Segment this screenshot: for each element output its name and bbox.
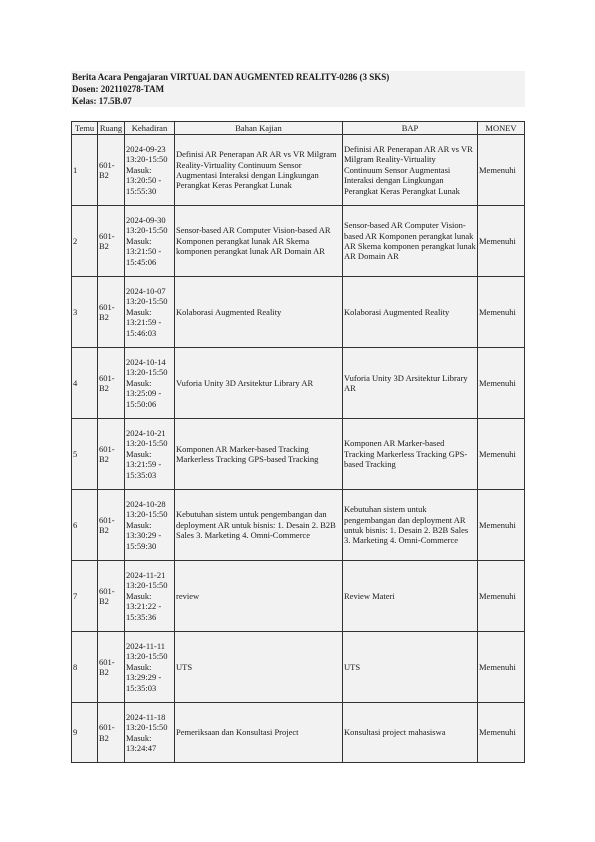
table-row xyxy=(72,561,525,632)
temu-cell: 8 xyxy=(72,632,98,703)
attendance-checkin: Masuk: 13:21:22 - 15:35:36 xyxy=(126,590,162,622)
attendance-checkin: Masuk: 13:21:59 - 15:46:03 xyxy=(126,306,162,338)
monev-cell: Memenuhi xyxy=(478,490,525,561)
temu-cell: 5 xyxy=(72,419,98,490)
teaching-record-table xyxy=(71,121,525,763)
lecturer-id: Dosen: 202110278-TAM xyxy=(72,84,165,94)
column-header-kehadiran: Kehadiran xyxy=(125,122,175,135)
attendance-schedule: 13:20-15:50 xyxy=(126,438,168,449)
table-row xyxy=(72,277,525,348)
attendance-checkin: Masuk: 13:29:29 - 15:35:03 xyxy=(126,661,162,693)
document-header xyxy=(71,71,525,107)
bap-cell: Definisi AR Penerapan AR AR vs VR Milgram Reality-Virtuality Continuum Sensor Augmentasi Interaksi dengan Lingkungan Perangkat Keras Perangkat Lunak xyxy=(343,135,478,206)
temu-cell: 4 xyxy=(72,348,98,419)
temu-cell: 6 xyxy=(72,490,98,561)
attendance-checkin: Masuk: 13:20:50 - 15:55:30 xyxy=(126,164,162,196)
kehadiran-cell xyxy=(125,206,175,277)
monev-cell: Memenuhi xyxy=(478,277,525,348)
attendance-checkin: Masuk: 13:24:47 xyxy=(126,732,157,753)
bap-cell: Kolaborasi Augmented Reality xyxy=(343,277,478,348)
table-row xyxy=(72,348,525,419)
kehadiran-cell xyxy=(125,277,175,348)
monev-cell: Memenuhi xyxy=(478,703,525,763)
attendance-date: 2024-09-23 xyxy=(126,143,166,154)
attendance-schedule: 13:20-15:50 xyxy=(126,580,168,591)
attendance-date: 2024-10-14 xyxy=(126,356,166,367)
bap-cell: Komponen AR Marker-based Tracking Markerless Tracking GPS-based Tracking xyxy=(343,419,478,490)
attendance-schedule: 13:20-15:50 xyxy=(126,296,168,307)
kehadiran-cell xyxy=(125,490,175,561)
table-row xyxy=(72,632,525,703)
ruang-cell: 601-B2 xyxy=(98,206,125,277)
column-header-temu: Temu xyxy=(72,122,98,135)
temu-cell: 2 xyxy=(72,206,98,277)
monev-cell: Memenuhi xyxy=(478,135,525,206)
kehadiran-cell xyxy=(125,135,175,206)
attendance-date: 2024-09-30 xyxy=(126,214,166,225)
table-row xyxy=(72,206,525,277)
ruang-cell: 601-B2 xyxy=(98,135,125,206)
temu-cell: 7 xyxy=(72,561,98,632)
bahan-kajian-cell: Kolaborasi Augmented Reality xyxy=(175,277,343,348)
bap-cell: Sensor-based AR Computer Vision-based AR Komponen perangkat lunak AR Skema komponen perangkat lunak AR Domain AR xyxy=(343,206,478,277)
bahan-kajian-cell: Pemeriksaan dan Konsultasi Project xyxy=(175,703,343,763)
temu-cell: 9 xyxy=(72,703,98,763)
document-title: Berita Acara Pengajaran VIRTUAL DAN AUGMENTED REALITY-0286 (3 SKS) xyxy=(72,72,390,82)
attendance-date: 2024-11-21 xyxy=(126,569,166,580)
table-row xyxy=(72,703,525,763)
monev-cell: Memenuhi xyxy=(478,348,525,419)
ruang-cell: 601-B2 xyxy=(98,561,125,632)
attendance-date: 2024-10-21 xyxy=(126,427,166,438)
kehadiran-cell xyxy=(125,561,175,632)
monev-cell: Memenuhi xyxy=(478,561,525,632)
bahan-kajian-cell: Sensor-based AR Computer Vision-based AR Komponen perangkat lunak AR Skema komponen perangkat lunak AR Domain AR xyxy=(175,206,343,277)
column-header-monev: MONEV xyxy=(478,122,525,135)
attendance-schedule: 13:20-15:50 xyxy=(126,722,168,733)
kehadiran-cell xyxy=(125,703,175,763)
column-header-bahan-kajian: Bahan Kajian xyxy=(175,122,343,135)
bahan-kajian-cell: review xyxy=(175,561,343,632)
ruang-cell: 601-B2 xyxy=(98,703,125,763)
ruang-cell: 601-B2 xyxy=(98,632,125,703)
monev-cell: Memenuhi xyxy=(478,206,525,277)
attendance-schedule: 13:20-15:50 xyxy=(126,509,168,520)
monev-cell: Memenuhi xyxy=(478,632,525,703)
kehadiran-cell xyxy=(125,419,175,490)
attendance-schedule: 13:20-15:50 xyxy=(126,225,168,236)
ruang-cell: 601-B2 xyxy=(98,348,125,419)
attendance-checkin: Masuk: 13:21:59 - 15:35:03 xyxy=(126,448,162,480)
bap-cell: Kebutuhan sistem untuk pengembangan dan deployment AR untuk bisnis: 1. Desain 2. B2B Sales 3. Marketing 4. Omni-Commerce xyxy=(343,490,478,561)
bap-cell: Review Materi xyxy=(343,561,478,632)
table-header-row xyxy=(72,122,525,135)
temu-cell: 3 xyxy=(72,277,98,348)
attendance-date: 2024-10-28 xyxy=(126,498,166,509)
attendance-date: 2024-11-11 xyxy=(126,640,166,651)
monev-cell: Memenuhi xyxy=(478,419,525,490)
attendance-checkin: Masuk: 13:25:09 - 15:50:06 xyxy=(126,377,162,409)
class-id: Kelas: 17.5B.07 xyxy=(72,96,132,106)
bahan-kajian-cell: UTS xyxy=(175,632,343,703)
temu-cell: 1 xyxy=(72,135,98,206)
bap-cell: Konsultasi project mahasiswa xyxy=(343,703,478,763)
kehadiran-cell xyxy=(125,632,175,703)
ruang-cell: 601-B2 xyxy=(98,277,125,348)
table-row xyxy=(72,490,525,561)
bap-cell: UTS xyxy=(343,632,478,703)
attendance-schedule: 13:20-15:50 xyxy=(126,367,168,378)
attendance-checkin: Masuk: 13:21:50 - 15:45:06 xyxy=(126,235,162,267)
ruang-cell: 601-B2 xyxy=(98,490,125,561)
attendance-date: 2024-11-18 xyxy=(126,711,166,722)
bahan-kajian-cell: Kebutuhan sistem untuk pengembangan dan deployment AR untuk bisnis: 1. Desain 2. B2B Sales 3. Marketing 4. Omni-Commerce xyxy=(175,490,343,561)
attendance-date: 2024-10-07 xyxy=(126,285,166,296)
bahan-kajian-cell: Komponen AR Marker-based Tracking Markerless Tracking GPS-based Tracking xyxy=(175,419,343,490)
bap-cell: Vuforia Unity 3D Arsitektur Library AR xyxy=(343,348,478,419)
column-header-bap: BAP xyxy=(343,122,478,135)
table-row xyxy=(72,135,525,206)
bahan-kajian-cell: Definisi AR Penerapan AR AR vs VR Milgram Reality-Virtuality Continuum Sensor Augmentasi Interaksi dengan Lingkungan Perangkat Keras Perangkat Lunak xyxy=(175,135,343,206)
bahan-kajian-cell: Vuforia Unity 3D Arsitektur Library AR xyxy=(175,348,343,419)
kehadiran-cell xyxy=(125,348,175,419)
column-header-ruang: Ruang xyxy=(98,122,125,135)
attendance-checkin: Masuk: 13:30:29 - 15:59:30 xyxy=(126,519,162,551)
attendance-schedule: 13:20-15:50 xyxy=(126,154,168,165)
attendance-schedule: 13:20-15:50 xyxy=(126,651,168,662)
table-row xyxy=(72,419,525,490)
ruang-cell: 601-B2 xyxy=(98,419,125,490)
